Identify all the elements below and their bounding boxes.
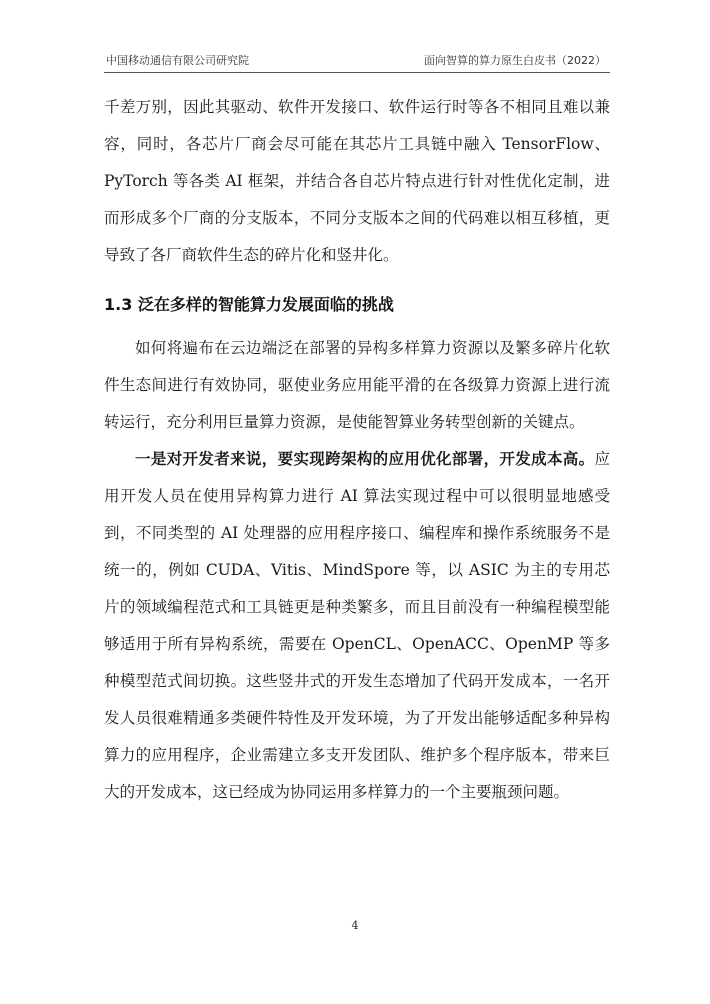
header-organization: 中国移动通信有限公司研究院 <box>106 54 249 67</box>
paragraph-intro: 如何将遍布在云边端泛在部署的异构多样算力资源以及繁多碎片化软件生态间进行有效协同，驱使业务应用能平滑的在各级算力资源上进行流转运行，充分利用巨量算力资源，是使能智算业务转型创新的关键点。 <box>104 339 610 431</box>
header-document-title: 面向智算的算力原生白皮书（2022） <box>424 54 606 67</box>
page-body <box>104 89 610 811</box>
paragraph-body-text: 应用开发人员在使用异构算力进行 AI 算法实现过程中可以很明显地感受到，不同类型的 AI 处理器的应用程序接口、编程库和操作系统服务不是统一的，例如 CUDA、Vitis、MindSpore 等，以 ASIC 为主的专用芯片的领域编程范式和工具链更是种类繁多，而且目前没有一种编程模型能够适用于所有异构系统，需要在 OpenCL、OpenACC、OpenMP 等多种模型范式间切换。这些竖井式的开发生态增加了代码开发成本，一名开发人员很难精通多类硬件特性及开发环境，为了开发出能够适配多种异构算力的应用程序，企业需建立多支开发团队、维护多个程序版本，带来巨大的开发成本，这已经成为协同运用多样算力的一个主要瓶颈问题。 <box>104 450 610 801</box>
paragraph-lead-sentence: 一是对开发者来说，要实现跨架构的应用优化部署，开发成本高。 <box>135 450 595 468</box>
paragraph-challenge-one <box>104 441 610 811</box>
section-heading: 1.3 泛在多样的智能算力发展面临的挑战 <box>104 295 394 314</box>
paragraph-continuation: 千差万别，因此其驱动、软件开发接口、软件运行时等各不相同且难以兼容，同时，各芯片厂商会尽可能在其芯片工具链中融入 TensorFlow、PyTorch 等各类 AI 框架，并结合各自芯片特点进行针对性优化定制，进而形成多个厂商的分支版本，不同分支版本之间的代码难以相互移植，更导致了各厂商软件生态的碎片化和竖井化。 <box>104 98 610 264</box>
page-header <box>104 50 610 73</box>
page-number: 4 <box>351 919 359 932</box>
